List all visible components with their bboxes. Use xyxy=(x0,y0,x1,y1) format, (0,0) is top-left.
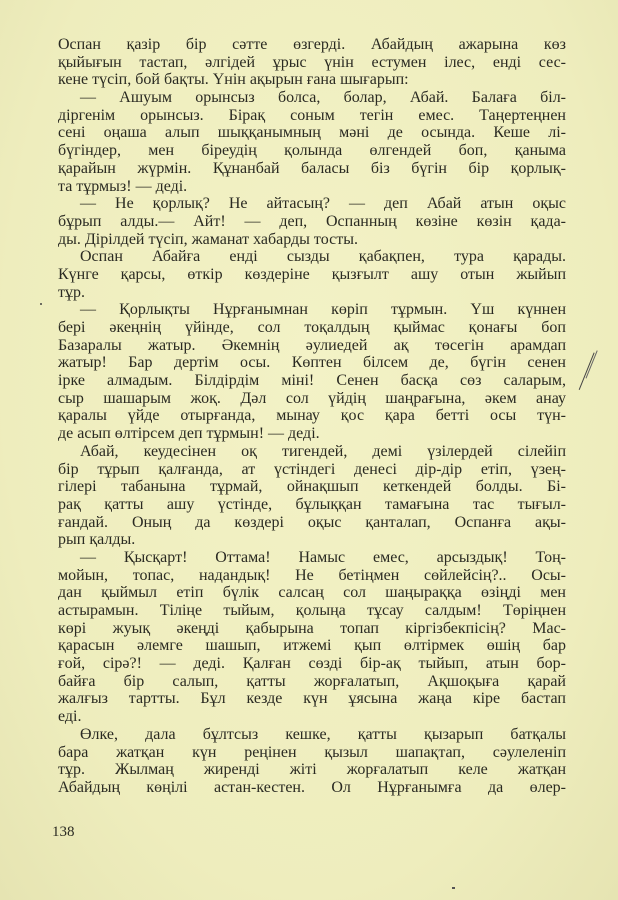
paragraph xyxy=(58,248,566,301)
text-line: байға бір салып, қатты жорғалатып, Ақшоқыға қарай xyxy=(58,672,566,690)
text-line: мойын, топас, надандық! Не бетіңмен сөйлейсің?.. Осы- xyxy=(58,566,566,584)
paragraph xyxy=(58,301,566,443)
paragraph xyxy=(58,36,566,89)
text-line: ды. Дірілдей түсіп, жаманат хабарды тосты. xyxy=(58,230,358,248)
text-line: ғандай. Оның да көздері оқыс қанталап, Оспанға ақы- xyxy=(58,513,566,531)
page-body-text xyxy=(58,36,566,797)
text-line: — Ашуым орынсыз болса, болар, Абай. Балаға біл- xyxy=(80,89,566,107)
text-line: қарайын жүрмін. Құнанбай баласы біз бүгін бір қорлық- xyxy=(58,159,566,177)
text-line: діргенім орынсыз. Бірақ соным тегін емес. Таңертеңнен xyxy=(58,106,566,124)
text-line: бері әкеңнің үйінде, сол тоқалдың қыймас қонағы боп xyxy=(58,319,566,336)
text-line: Абай, кеудесінен оқ тигендей, демі үзілердей сілейіп xyxy=(80,442,566,460)
text-line: та тұрмыз! — деді. xyxy=(58,177,188,195)
text-line: жалғыз тартты. Бұл кезде күн ұясына жаңа кіре бастап xyxy=(58,690,566,708)
text-line: бұрып алды.— Айт! — деп, Оспанның көзіне көзін қада- xyxy=(58,212,566,230)
text-line: Оспан Абайға енді сызды қабақпен, тура қарады. xyxy=(80,248,566,266)
text-line: қыйығын тастап, әлгідей ұрыс үнін естумен ілес, енді сес- xyxy=(58,53,566,71)
text-line: бүгіндер, мен біреудің қолында өлгендей боп, қаныма xyxy=(58,142,566,160)
text-line: жатыр! Бар дертім осы. Көптен білсем де, бүгін сенен xyxy=(58,354,566,372)
text-line: бара жатқан күн реңінен қызыл шапақтап, сәулеленіп xyxy=(58,743,566,761)
paragraph xyxy=(58,549,566,726)
text-line: қаралы үйде отырғанда, мынау қос қара бетті осы түн- xyxy=(58,407,566,425)
text-line: астырамын. Тіліңе тыйым, қолыңа тұсау салдым! Төріңнен xyxy=(58,602,566,619)
scan-speck xyxy=(452,887,455,889)
text-line: тұр. Жылмаң жиренді жіті жорғалатып келе жатқан xyxy=(58,761,566,779)
text-line: ғой, сірә?! — деді. Қалған сөзді бір-ақ тыйып, атын бор- xyxy=(58,655,566,673)
text-line: де асып өлтірсем деп тұрмын! — деді. xyxy=(58,425,320,443)
text-line: тұр. xyxy=(58,283,85,301)
text-line: бір тұрып қалғанда, ат үстіндегі денесі дір-дір етіп, үзең- xyxy=(58,460,566,478)
text-line: — Қорлықты Нұрғанымнан көріп тұрмын. Үш күннен xyxy=(80,301,566,319)
text-line: — Қысқарт! Оттама! Намыс емес, арсыздық! Тоң- xyxy=(80,548,566,566)
text-line: Оспан қазір бір сәтте өзгерді. Абайдың ажарына көз xyxy=(58,36,566,53)
text-line: гілері табанына тұрмай, ойнақшып кеткендей болды. Бі- xyxy=(58,478,566,496)
text-line: — Не қорлық? Не айтасың? — деп Абай атын оқыс xyxy=(80,195,566,213)
text-line: Базаралы жатыр. Әкемнің әулиедей ақ төсегін арамдап xyxy=(58,336,566,354)
text-line: рып қалды. xyxy=(58,531,136,549)
text-line: ірке алмадым. Білдірдім міні! Сенен басқа сөз саларым, xyxy=(58,372,566,390)
paragraph xyxy=(58,443,566,549)
text-line: кене түсіп, бой бақты. Үнін ақырын ғана шығарып: xyxy=(58,71,409,89)
text-line: қарасын әлемге шашып, итжемі қып өлтірмек өшің бар xyxy=(58,637,566,655)
text-line: еді. xyxy=(58,708,82,726)
text-line: рақ қатты ашу үстінде, бұлыққан тамағына тас тығыл- xyxy=(58,495,566,513)
text-line: дан қыймыл етіп бүлік салсаң сол шаңыраққа өзіңді мен xyxy=(58,584,566,602)
text-line: Күнге қарсы, өткір көздеріне қызғылт ашу отын жыйып xyxy=(58,265,566,283)
margin-dot xyxy=(40,303,42,305)
page-number: 138 xyxy=(52,824,75,840)
paragraph xyxy=(58,195,566,248)
text-line: сені оңаша алып шыққанымның мәні де осында. Кеше лі- xyxy=(58,124,566,142)
text-line: Абайдың көңілі астан-кестен. Ол Нұрғанымға да өлер- xyxy=(58,778,566,796)
paragraph xyxy=(58,89,566,195)
paragraph xyxy=(58,726,566,797)
text-line: Өлке, дала бұлтсыз кешке, қатты қызарып батқалы xyxy=(80,725,566,743)
text-line: көрі жуық әкеңді қабырына топап кіргізбекпісің? Мас- xyxy=(58,619,566,637)
text-line: сыр шашарым жоқ. Дәл сол үйдің шаңрағына, әкем анау xyxy=(58,389,566,407)
